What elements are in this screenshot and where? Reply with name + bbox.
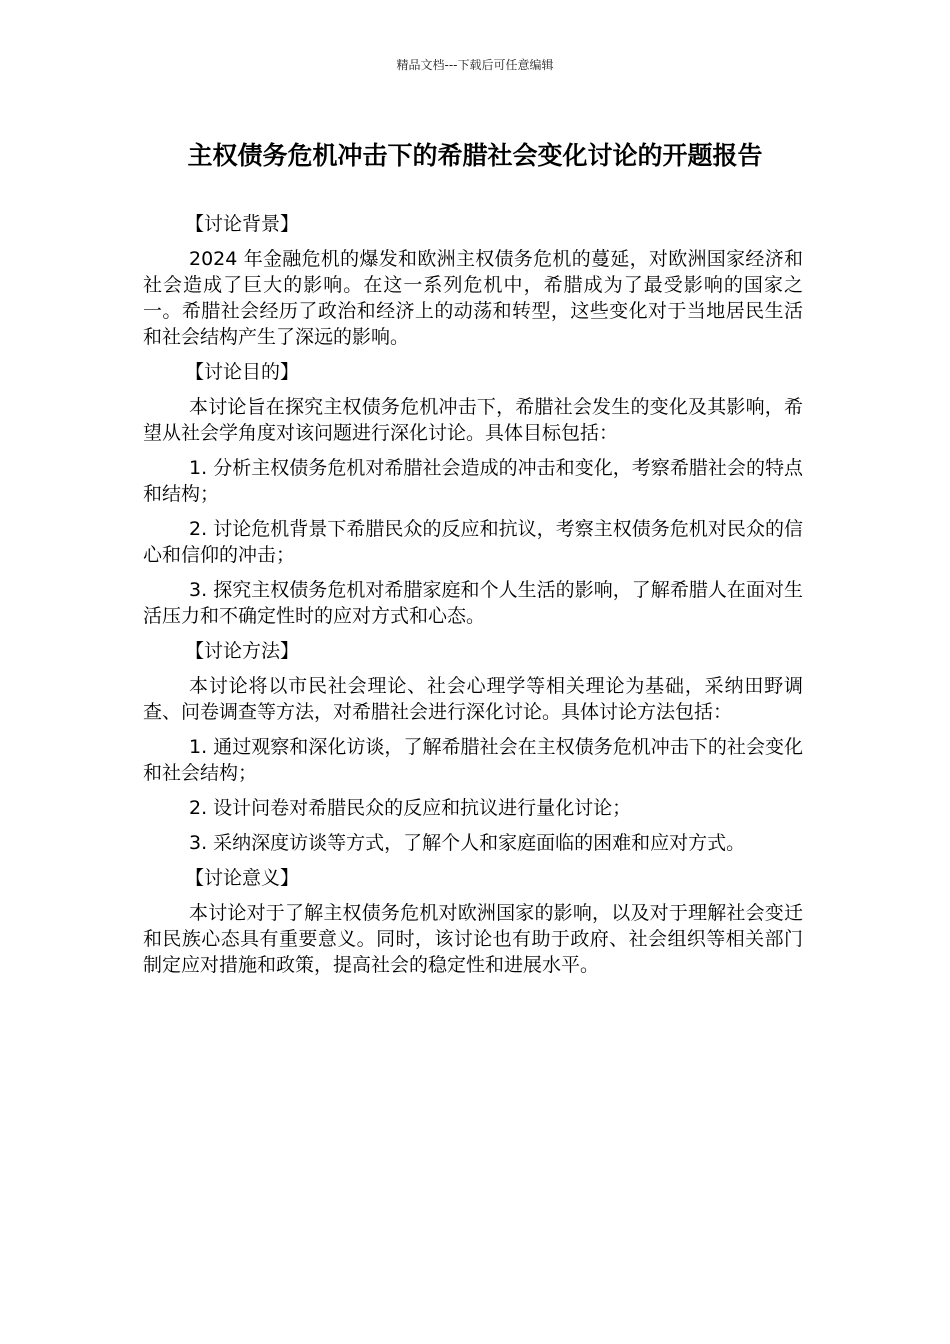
significance-paragraph: 本讨论对于了解主权债务危机对欧洲国家的影响，以及对于理解社会变迁和民族心态具有重要意义。同时，该讨论也有助于政府、社会组织等相关部门制定应对措施和政策，提高社会的稳定性和进展水平。 <box>143 902 803 976</box>
section-heading-method: 【讨论方法】 <box>185 640 300 662</box>
document-body <box>143 211 803 987</box>
section-heading-background: 【讨论背景】 <box>185 213 300 235</box>
section-heading-purpose: 【讨论目的】 <box>185 361 300 383</box>
background-paragraph: 2024 年金融危机的爆发和欧洲主权债务危机的蔓延，对欧洲国家经济和社会造成了巨大的影响。在这一系列危机中，希腊成为了最受影响的国家之一。希腊社会经历了政治和经济上的动荡和转型，这些变化对于当地居民生活和社会结构产生了深远的影响。 <box>143 248 803 348</box>
section-heading-significance: 【讨论意义】 <box>185 867 300 889</box>
purpose-item-2: 2. 讨论危机背景下希腊民众的反应和抗议，考察主权债务危机对民众的信心和信仰的冲击； <box>143 518 803 566</box>
method-item-3: 3. 采纳深度访谈等方式，了解个人和家庭面临的困难和应对方式。 <box>189 832 746 854</box>
method-item-2: 2. 设计问卷对希腊民众的反应和抗议进行量化讨论； <box>189 797 632 819</box>
method-item-1: 1. 通过观察和深化访谈，了解希腊社会在主权债务危机冲击下的社会变化和社会结构； <box>143 736 803 784</box>
purpose-item-1: 1. 分析主权债务危机对希腊社会造成的冲击和变化，考察希腊社会的特点和结构； <box>143 457 803 505</box>
header-note: 精品文档---下载后可任意编辑 <box>396 58 554 72</box>
document-title: 主权债务危机冲击下的希腊社会变化讨论的开题报告 <box>187 141 763 170</box>
method-intro-paragraph: 本讨论将以市民社会理论、社会心理学等相关理论为基础，采纳田野调查、问卷调查等方法，对希腊社会进行深化讨论。具体讨论方法包括： <box>143 675 803 723</box>
purpose-item-3: 3. 探究主权债务危机对希腊家庭和个人生活的影响，了解希腊人在面对生活压力和不确定性时的应对方式和心态。 <box>143 579 803 627</box>
purpose-intro-paragraph: 本讨论旨在探究主权债务危机冲击下，希腊社会发生的变化及其影响，希望从社会学角度对该问题进行深化讨论。具体目标包括： <box>143 396 803 444</box>
